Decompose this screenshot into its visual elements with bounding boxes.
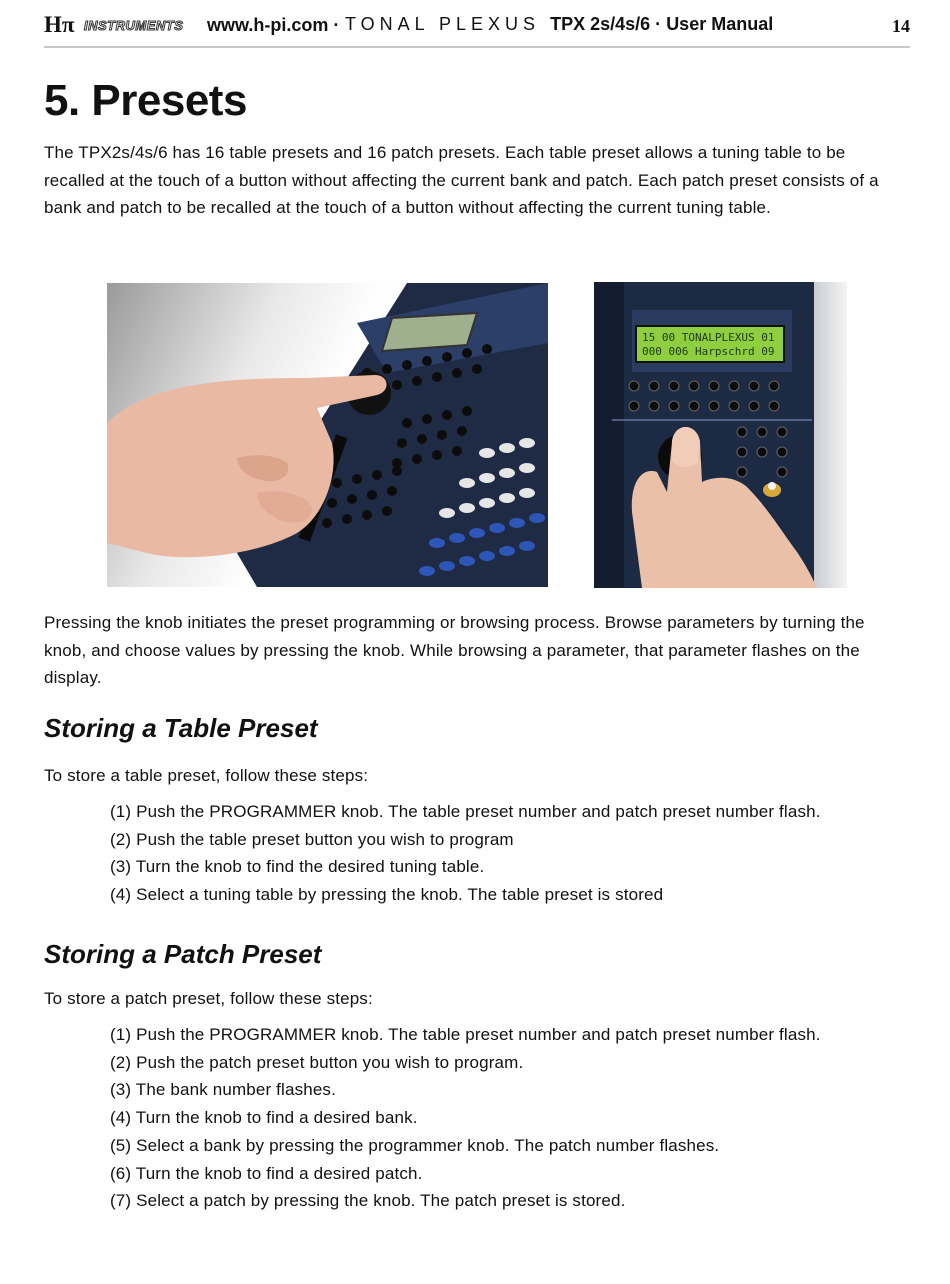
list-item: (6) Turn the knob to find a desired patch. (110, 1163, 423, 1183)
list-item: (7) Select a patch by pressing the knob. The patch preset is stored. (110, 1191, 626, 1211)
hpi-logo: Hπ (44, 12, 75, 37)
list-item: (2) Push the patch preset button you wish to program. (110, 1052, 524, 1072)
photo-finger-pressing-knob (107, 283, 548, 587)
list-item: (3) The bank number flashes. (110, 1080, 336, 1100)
patch-preset-heading: Storing a Patch Preset (44, 939, 322, 969)
header-website: www.h-pi.com · (207, 15, 340, 35)
instruments-logo-text: INSTRUMENTS (84, 18, 184, 33)
patch-preset-steps (110, 1021, 821, 1215)
list-item: (5) Select a bank by pressing the programmer knob. The patch number flashes. (110, 1135, 720, 1155)
knob-paragraph: Pressing the knob initiates the preset programming or browsing process. Browse parameters by turning the knob, and choose values by pressing the knob. While browsing a parameter, that parameter flashes on the display. (44, 613, 865, 688)
list-item: (1) Push the PROGRAMMER knob. The table preset number and patch preset number flash. (110, 802, 821, 821)
intro-paragraph: The TPX2s/4s/6 has 16 table presets and 16 patch presets. Each table preset allows a tuning table to be recalled at the touch of a button without affecting the current bank and patch. Each patch preset consists of a bank and patch to be recalled at the touch of a button without affecting the current tuning table. (44, 143, 879, 218)
lcd-line-2: 000 006 Harpschrd 09 (642, 345, 775, 358)
header-title: TONAL PLEXUS TPX 2s/4s/6 · User Manual (345, 14, 774, 34)
list-item: (2) Push the table preset button you wish to program (110, 829, 514, 849)
section-title: 5. Presets (44, 76, 247, 125)
page-number: 14 (892, 16, 910, 36)
list-item: (4) Turn the knob to find a desired bank. (110, 1108, 418, 1128)
lcd-line-1: 15 00 TONALPLEXUS 01 (642, 331, 775, 344)
page-header (44, 10, 910, 48)
list-item: (4) Select a tuning table by pressing the knob. The table preset is stored (110, 885, 664, 905)
photo-hand-on-programmer-knob (572, 282, 847, 588)
patch-preset-lead: To store a patch preset, follow these steps: (44, 989, 373, 1008)
list-item: (1) Push the PROGRAMMER knob. The table preset number and patch preset number flash. (110, 1025, 821, 1044)
table-preset-steps (110, 798, 821, 909)
table-preset-lead: To store a table preset, follow these steps: (44, 766, 369, 785)
table-preset-heading: Storing a Table Preset (44, 713, 318, 743)
list-item: (3) Turn the knob to find the desired tuning table. (110, 857, 485, 877)
